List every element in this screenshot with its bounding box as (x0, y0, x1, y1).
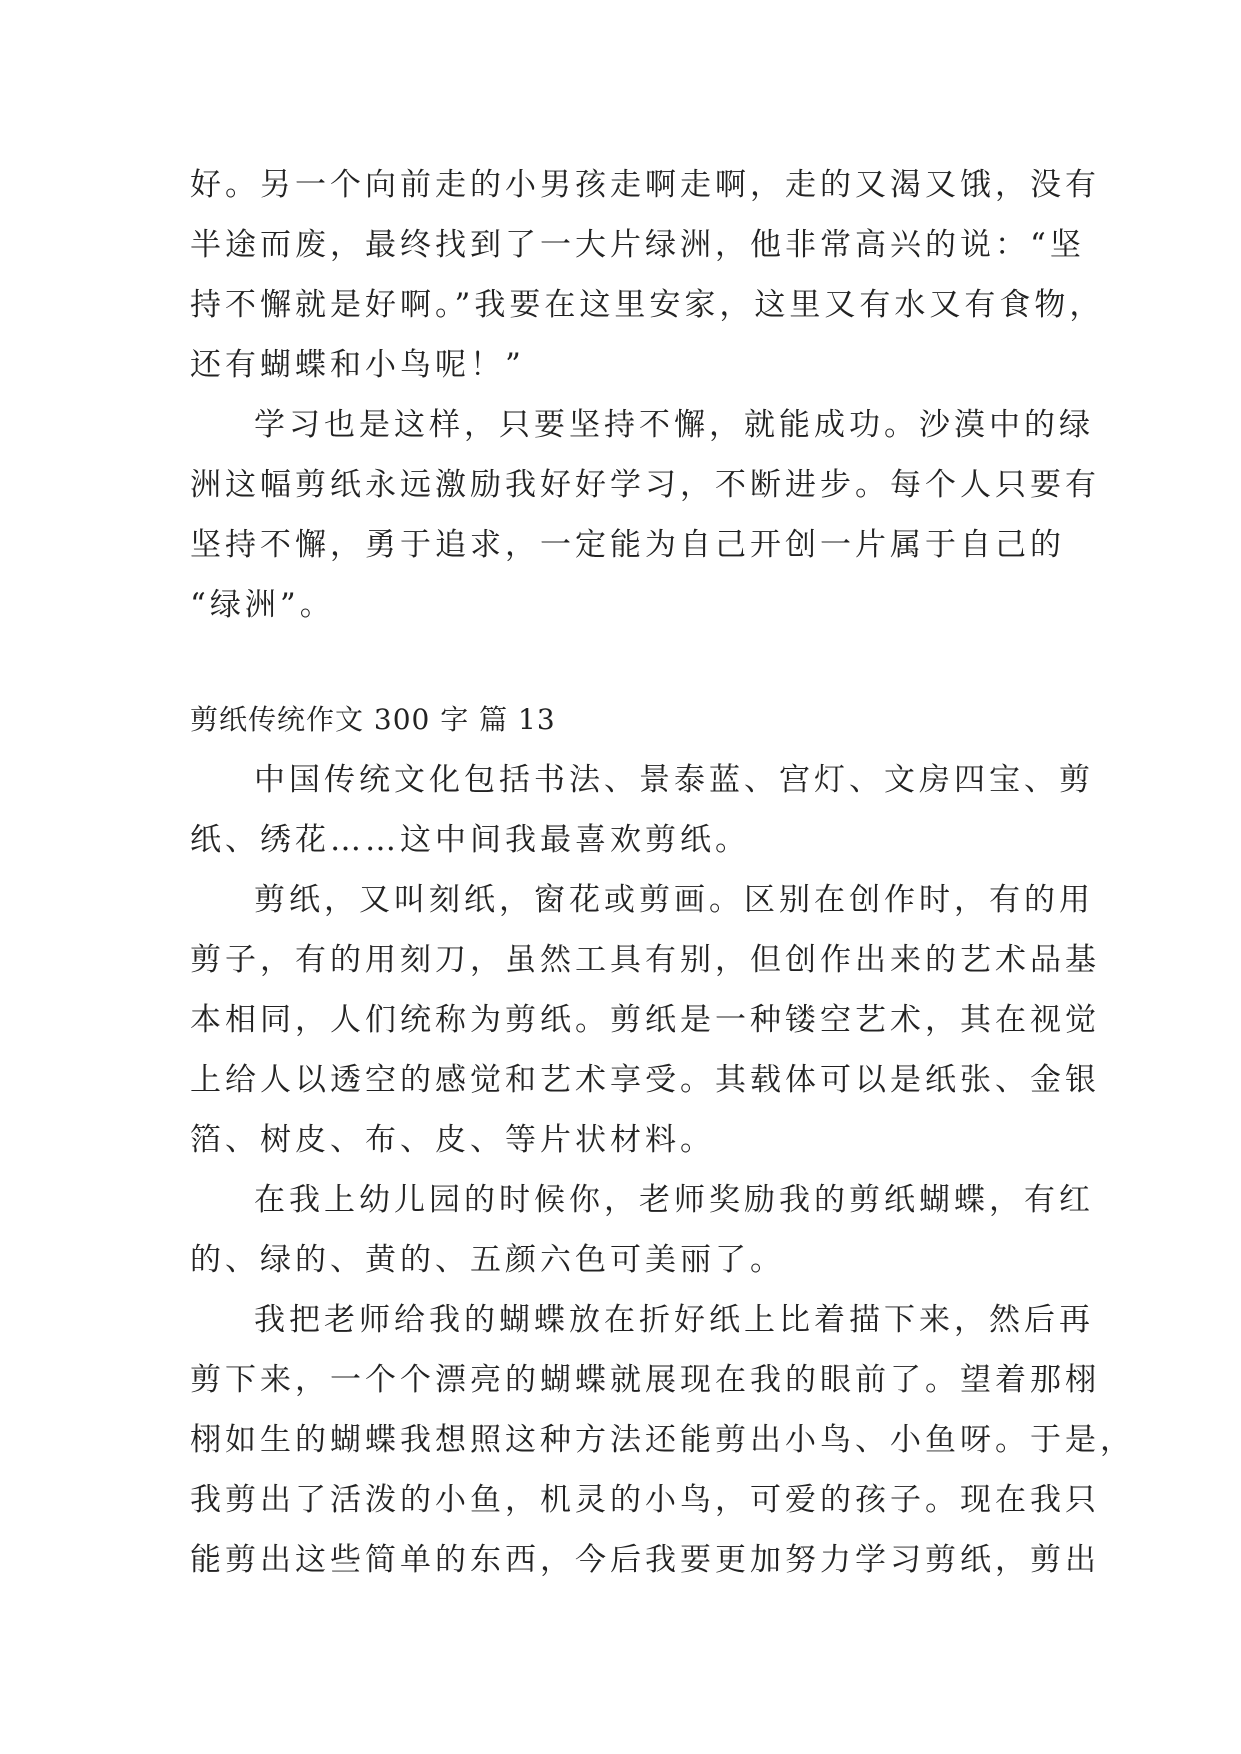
paragraph-line: 纸、绣花……这中间我最喜欢剪纸。 (190, 822, 750, 858)
paragraph-line: 好。另一个向前走的小男孩走啊走啊，走的又渴又饿，没有 (190, 167, 1100, 203)
paragraph-line: 能剪出这些简单的东西，今后我要更加努力学习剪纸，剪出 (190, 1542, 1100, 1578)
paragraph-line: 持不懈就是好啊。”我要在这里安家，这里又有水又有食物， (190, 287, 1105, 323)
paragraph-line: 我剪出了活泼的小鱼，机灵的小鸟，可爱的孩子。现在我只 (190, 1482, 1100, 1518)
paragraph-line: 坚持不懈，勇于追求，一定能为自己开创一片属于自己的 (190, 527, 1065, 563)
paragraph-line: 剪下来，一个个漂亮的蝴蝶就展现在我的眼前了。望着那栩 (190, 1362, 1100, 1398)
paragraph-line: 还有蝴蝶和小鸟呢！” (190, 347, 525, 383)
paragraph-line: 中国传统文化包括书法、景泰蓝、宫灯、文房四宝、剪 (254, 762, 1094, 798)
paragraph-line: 洲这幅剪纸永远激励我好好学习，不断进步。每个人只要有 (190, 467, 1100, 503)
paragraph-line: 剪纸，又叫刻纸，窗花或剪画。区别在创作时，有的用 (254, 882, 1094, 918)
paragraph-line: 上给人以透空的感觉和艺术享受。其载体可以是纸张、金银 (190, 1062, 1100, 1098)
paragraph-line: 本相同，人们统称为剪纸。剪纸是一种镂空艺术，其在视觉 (190, 1002, 1100, 1038)
paragraph-line: 在我上幼儿园的时候你，老师奖励我的剪纸蝴蝶，有红 (254, 1182, 1094, 1218)
paragraph-line: 学习也是这样，只要坚持不懈，就能成功。沙漠中的绿 (254, 407, 1094, 443)
paragraph-line: 的、绿的、黄的、五颜六色可美丽了。 (190, 1242, 785, 1278)
paragraph-line: 我把老师给我的蝴蝶放在折好纸上比着描下来，然后再 (254, 1302, 1094, 1338)
article-heading: 剪纸传统作文 300 字 篇 13 (190, 703, 556, 736)
paragraph-line: 箔、树皮、布、皮、等片状材料。 (190, 1122, 715, 1158)
paragraph-line: 栩如生的蝴蝶我想照这种方法还能剪出小鸟、小鱼呀。于是， (190, 1422, 1135, 1458)
paragraph-line: 剪子，有的用刻刀，虽然工具有别，但创作出来的艺术品基 (190, 942, 1100, 978)
paragraph-line: 半途而废，最终找到了一大片绿洲，他非常高兴的说：“坚 (190, 227, 1085, 263)
paragraph-line: “绿洲”。 (190, 587, 335, 623)
